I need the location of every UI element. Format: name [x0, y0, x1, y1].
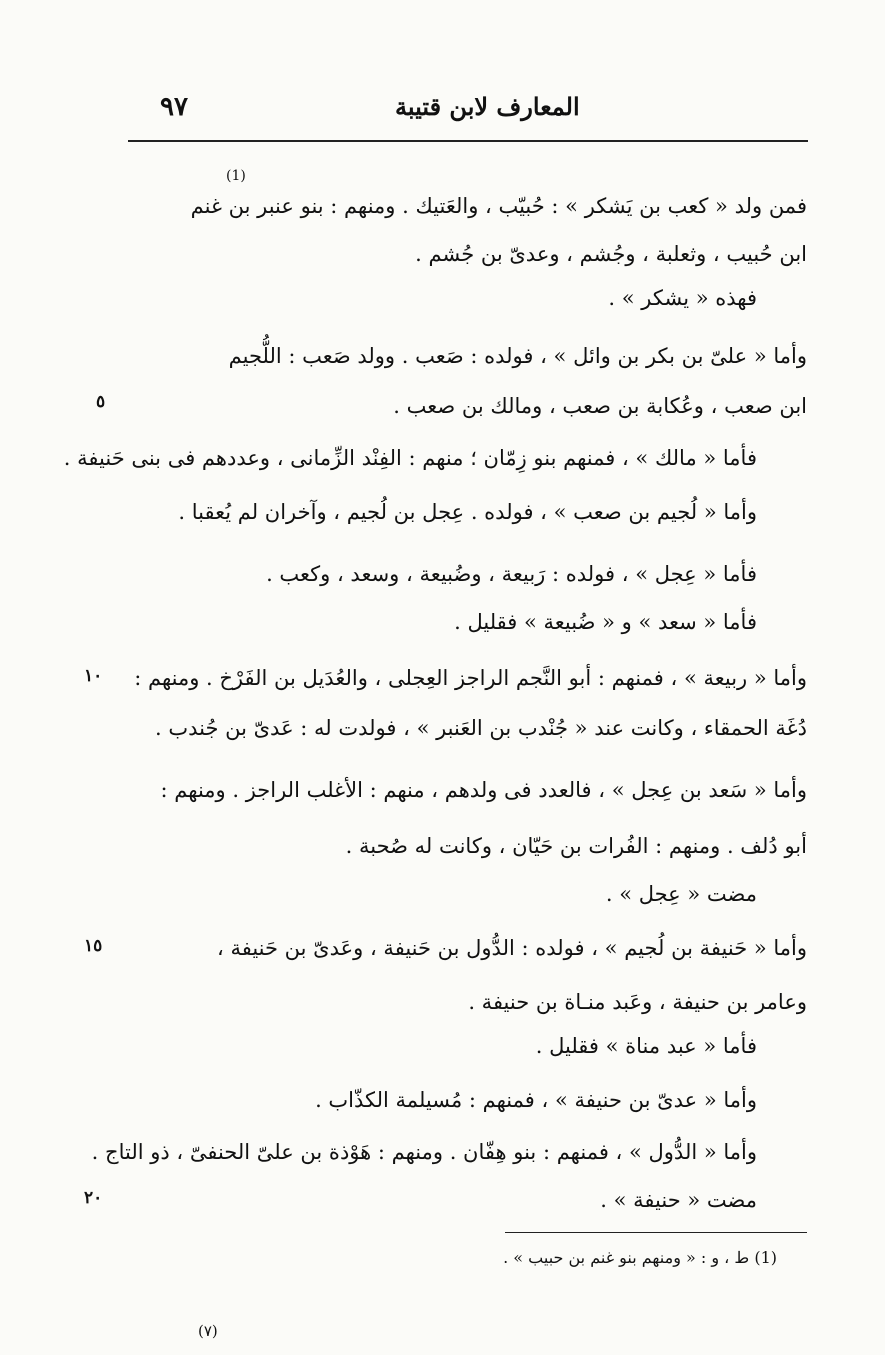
footnote-rule [505, 1232, 807, 1233]
line-number-10: ١٠ [84, 666, 103, 686]
text-line-14: مضت « عِجل » . [605, 882, 757, 906]
footnote-text: (1) ط ، و : « ومنهم بنو غنم بن حبيب » . [503, 1248, 777, 1267]
text-line-6: فأما « مالك » ، فمنهم بنو زِمّان ؛ منهم : الفِنْد الزِّمانى ، وعددهم فى بنى حَنيفة . [63, 446, 757, 470]
text-line-4: وأما « علىّ بن بكر بن وائل » ، فولده : صَعب . وولد صَعب : اللُّجيم [228, 344, 807, 368]
footnote-marker: (1) [226, 168, 246, 184]
text-line-3: فهذه « يشكر » . [608, 286, 757, 310]
text-line-11: دُغَة الحمقاء ، وكانت عند « جُنْدب بن العَنبر » ، فولدت له : عَدىّ بن جُندب . [154, 716, 807, 740]
text-line-20: مضت « حنيفة » . [600, 1188, 757, 1212]
text-line-12: وأما « سَعد بن عِجل » ، فالعدد فى ولدهم ، منهم : الأغلب الراجز . ومنهم : [160, 778, 807, 802]
signature-mark: (٧) [198, 1322, 218, 1340]
text-line-18: وأما « عدىّ بن حنيفة » ، فمنهم : مُسيلمة الكذّاب . [315, 1088, 757, 1112]
line-number-5: ٥ [96, 392, 106, 412]
text-line-13: أبو دُلف . ومنهم : الفُرات بن حَيّان ، وكانت له صُحبة . [345, 834, 807, 858]
text-line-7: وأما « لُجيم بن صعب » ، فولده . عِجل بن لُجيم ، وآخران لم يُعقبا . [178, 500, 757, 524]
text-line-10: وأما « ربيعة » ، فمنهم : أبو النَّجم الراجز العِجلى ، والعُدَيل بن الفَرْخ . ومنهم : [134, 666, 807, 690]
text-line-19: وأما « الدُّول » ، فمنهم : بنو هِفّان . ومنهم : هَوْذة بن علىّ الحنفىّ ، ذو التاج . [91, 1140, 757, 1164]
text-line-17: فأما « عبد مناة » فقليل . [535, 1034, 757, 1058]
text-line-15: وأما « حَنيفة بن لُجيم » ، فولده : الدُّول بن حَنيفة ، وعَدىّ بن حَنيفة ، [217, 936, 807, 960]
text-line-5: ابن صعب ، وعُكابة بن صعب ، ومالك بن صعب . [393, 394, 807, 418]
running-header-title: المعارف لابن قتيبة [395, 92, 580, 121]
text-line-8: فأما « عِجل » ، فولده : رَبيعة ، وضُبيعة ، وسعد ، وكعب . [266, 562, 757, 586]
text-line-9: فأما « سعد » و « ضُبيعة » فقليل . [454, 610, 757, 634]
page-number: ٩٧ [160, 92, 188, 122]
text-line-2: ابن حُبيب ، وثعلبة ، وجُشم ، وعدىّ بن جُشم . [415, 242, 807, 266]
text-line-1: فمن ولد « كعب بن يَشكر » : حُبيّب ، والعَتيك . ومنهم : بنو عنبر بن غنم [190, 194, 807, 218]
line-number-20: ٢٠ [84, 1188, 103, 1208]
text-line-16: وعامر بن حنيفة ، وعَبد منـاة بن حنيفة . [468, 990, 807, 1014]
header-rule [128, 140, 808, 142]
line-number-15: ١٥ [84, 936, 103, 956]
